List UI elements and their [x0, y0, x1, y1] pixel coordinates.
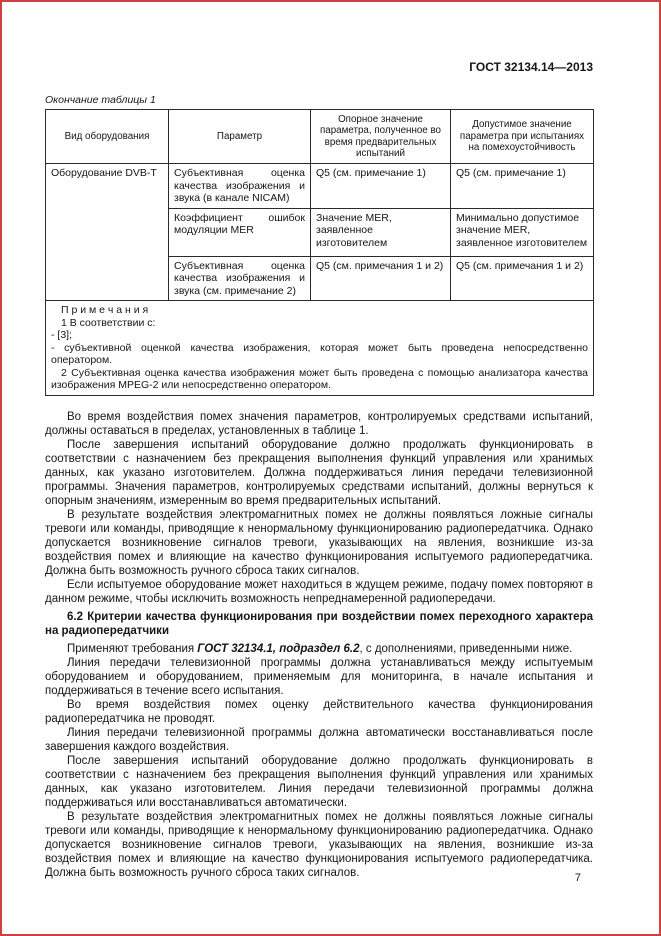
page-content	[45, 60, 593, 880]
parameter-cell: Коэффициент ошибок модуляции MER	[169, 208, 311, 256]
paragraph: Линия передачи телевизионной программы должна устанавливаться между испытуемым оборудованием и оборудованием, применяемым для мониторинга, в начале испытания и поддерживаться в течение всего испытания.	[45, 656, 593, 697]
allowed-value-cell: Q5 (см. примечания 1 и 2)	[451, 256, 594, 301]
reference-value-cell: Q5 (см. примечания 1 и 2)	[311, 256, 451, 301]
paragraph: Если испытуемое оборудование может находиться в ждущем режиме, подачу помех повторяют в данном режиме, чтобы исключить возможность непреднамеренной радиопередачи.	[45, 578, 593, 605]
note-line: - субъективной оценкой качества изображения, которая может быть проведена непосредственно оператором.	[51, 341, 588, 366]
paragraph: В результате воздействия электромагнитных помех не должны появляться ложные сигналы тревоги или команды, приводящие к ненормальному функционированию радиопередатчика. Однако допускается возникновение сигналов тревоги, указывающих на явления, возникшие из-за воздействия помех и влияющие на качество функционирования испытуемого радиопередатчика. Должна быть возможность ручного сброса таких сигналов.	[45, 810, 593, 879]
note-line: 1 В соответствии с:	[61, 316, 156, 329]
paragraph: После завершения испытаний оборудование должно продолжать функционировать в соответствии с назначением без прекращения выполнения функций управления или хранимых данных, как указано изготовителем. Должна поддерживаться линия передачи телевизионной программы. Значения параметров, контролируемых средствами испытаний, должны вернуться к опорным значениям, измеренным во время предварительных испытаний.	[45, 438, 593, 507]
note-line: - [3];	[51, 329, 73, 341]
col-header-equipment-type: Вид оборудования	[46, 110, 169, 164]
standard-reference: ГОСТ 32134.1, подраздел 6.2	[197, 642, 360, 655]
paragraph: После завершения испытаний оборудование должно продолжать функционировать в соответствии с назначением без прекращения выполнения функций управления или хранимых данных, как указано изготовителем. Линия передачи телевизионной программы должна поддерживаться или восстанавливаться автоматически.	[45, 754, 593, 809]
body-text	[45, 410, 593, 880]
note-line: 2 Субъективная оценка качества изображения может быть проведена с помощью анализатора качества изображения MPEG-2 или непосредственно оператором.	[51, 366, 588, 391]
col-header-reference-value: Опорное значение параметра, полученное во время предварительных испытаний	[311, 110, 451, 164]
parameters-table	[45, 109, 594, 396]
col-header-parameter: Параметр	[169, 110, 311, 164]
paragraph: Во время воздействия помех значения параметров, контролируемых средствами испытаний, должны оставаться в пределах, установленных в таблице 1.	[45, 410, 593, 437]
table-notes-row	[46, 301, 594, 396]
apply-prefix: Применяют требования	[67, 642, 198, 655]
paragraph: Во время воздействия помех оценку действительного качества функционирования радиопередатчика не проводят.	[45, 698, 593, 725]
section-heading-6-2: 6.2 Критерии качества функционирования при воздействии помех переходного характера на радиопередатчики	[45, 610, 593, 637]
reference-value-cell: Значение MER, заявленное изготовителем	[311, 208, 451, 256]
doc-number: ГОСТ 32134.14—2013	[469, 60, 593, 74]
reference-value-cell: Q5 (см. примечание 1)	[311, 164, 451, 209]
equipment-type-cell: Оборудование DVB-T	[46, 164, 169, 301]
paragraph: Линия передачи телевизионной программы должна автоматически восстанавливаться после завершения каждого воздействия.	[45, 726, 593, 753]
notes-title: П р и м е ч а н и я	[61, 304, 149, 316]
notes-cell	[46, 301, 594, 396]
paragraph-apply-requirements	[45, 642, 593, 656]
allowed-value-cell: Q5 (см. примечание 1)	[451, 164, 594, 209]
table-row	[46, 164, 594, 209]
parameter-cell: Субъективная оценка качества изображения и звука (см. примечание 2)	[169, 256, 311, 301]
table-caption: Окончание таблицы 1	[45, 94, 156, 106]
table-header-row	[46, 110, 594, 164]
paragraph: В результате воздействия электромагнитных помех не должны появляться ложные сигналы тревоги или команды, приводящие к ненормальному функционированию радиопередатчика. Однако допускается возникновение сигналов тревоги, указывающих на явления, возникшие из-за воздействия помех и влияющие на качество функционирования испытуемого радиопередатчика. Должна быть возможность ручного сброса таких сигналов.	[45, 508, 593, 577]
parameter-cell: Субъективная оценка качества изображения и звука (в канале NICAM)	[169, 164, 311, 209]
allowed-value-cell: Минимально допустимое значение MER, заявленное изготовителем	[451, 208, 594, 256]
page-number: 7	[574, 872, 581, 884]
apply-suffix: , с дополнениями, приведенными ниже.	[359, 642, 573, 655]
col-header-allowed-value: Допустимое значение параметра при испытаниях на помехоустойчивость	[451, 110, 594, 164]
